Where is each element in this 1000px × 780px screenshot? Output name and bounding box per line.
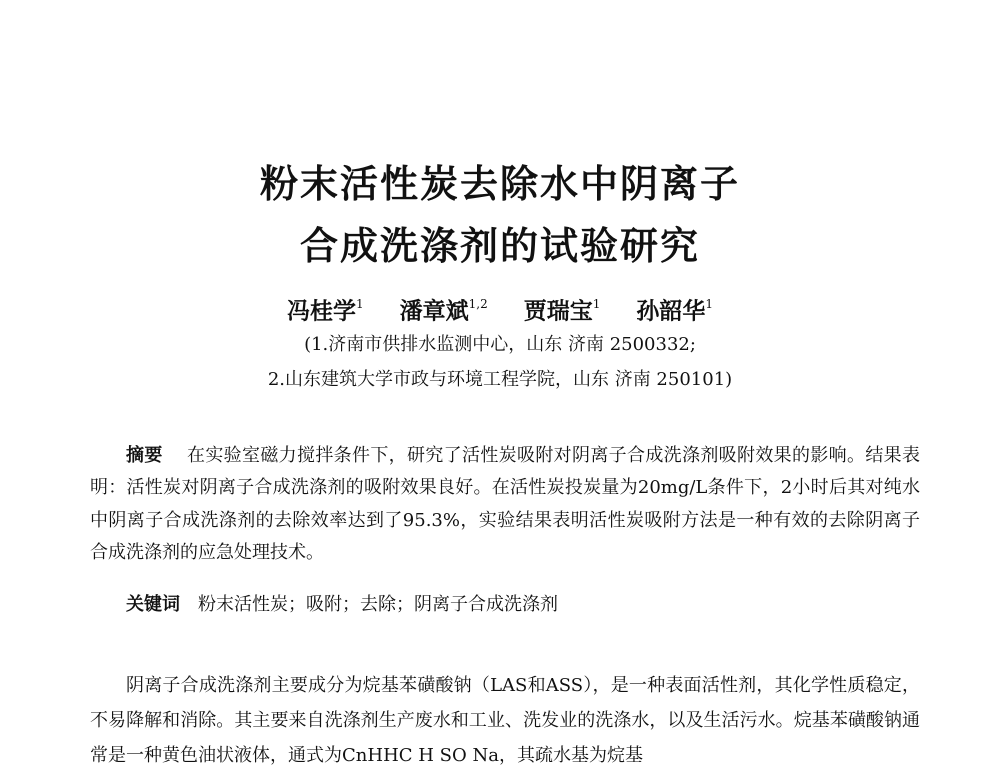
body-text-cont: HC H SO Na，其疏水基为烷基 — [383, 745, 643, 766]
affiliation-line-2: 2.山东建筑大学市政与环境工程学院，山东 济南 250101) — [267, 369, 733, 390]
author-affiliation-mark: 1 — [355, 297, 364, 311]
author-name: 冯桂学 — [286, 297, 356, 325]
author-affiliation-mark: 1 — [592, 297, 601, 311]
author — [287, 290, 364, 328]
author-name: 孙韶华 — [636, 297, 706, 325]
author — [636, 290, 713, 328]
paper-title-line-2: 合成洗涤剂的试验研究 — [299, 223, 700, 268]
paper-title-line-1: 粉末活性炭去除水中阴离子 — [259, 161, 740, 206]
body-text: 阴离子合成洗涤剂主要成分为烷基苯磺酸钠（LAS和ASS），是一种表面活性剂，其化学性质稳定，不易降解和消除。其主要来自洗涤剂生产废水和工业、洗发业的洗涤水，以及生活污水。烷基苯磺酸钠通常是一种黄色油状液体，通式为CnH — [90, 675, 920, 766]
keywords — [126, 591, 916, 619]
author — [524, 290, 601, 328]
abstract — [90, 440, 920, 570]
abstract-label: 摘要 — [126, 445, 163, 466]
author — [400, 290, 488, 328]
affiliation-line-1: (1.济南市供排水监测中心，山东 济南 2500332; — [304, 334, 696, 355]
author-affiliation-mark: 1 — [705, 297, 714, 311]
abstract-text: 在实验室磁力搅拌条件下，研究了活性炭吸附对阴离子合成洗涤剂吸附效果的影响。结果表明：活性炭对阴离子合成洗涤剂的吸附效果良好。在活性炭投炭量为20mg/L条件下，2小时后其对纯水中阴离子合成洗涤剂的去除效率达到了95.3%，实验结果表明活性炭吸附方法是一种有效的去除阴离子合成洗涤剂的应急处理技术。 — [90, 445, 921, 564]
keywords-text: 粉末活性炭；吸附；去除；阴离子合成洗涤剂 — [198, 594, 558, 615]
keywords-label: 关键词 — [126, 594, 180, 615]
author-name: 潘章斌 — [399, 297, 469, 325]
author-list — [0, 290, 1000, 328]
author-affiliation-mark: 1,2 — [468, 297, 488, 311]
author-name: 贾瑞宝 — [523, 297, 593, 325]
body-paragraph — [90, 668, 920, 780]
